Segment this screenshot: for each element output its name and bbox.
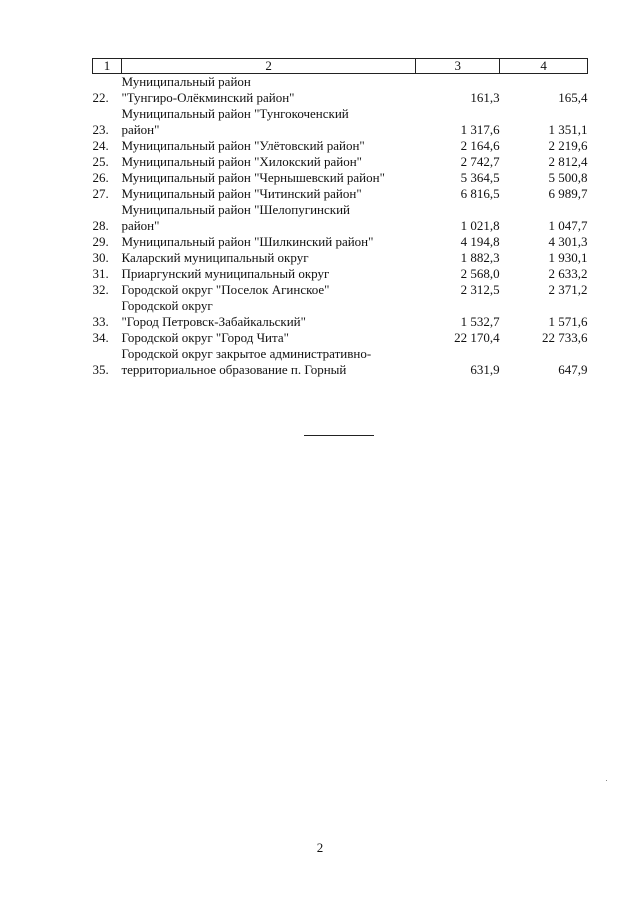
row-value-col-4: 2 812,4 <box>548 154 588 169</box>
row-name: Городской округ закрытое административно- территориальное образование п. Горный <box>121 346 372 377</box>
end-separator-line <box>304 435 374 436</box>
row-name: Муниципальный район "Тунгокоченский район" <box>121 106 349 137</box>
row-name: Муниципальный район "Улётовский район" <box>121 138 365 153</box>
row-name: Городской округ "Поселок Агинское" <box>121 282 330 297</box>
row-number: 33. <box>92 314 109 329</box>
table-row <box>93 186 588 202</box>
row-number: 24. <box>92 138 109 153</box>
row-name: Городской округ "Город Петровск-Забайкальский" <box>121 298 306 329</box>
row-number: 30. <box>92 250 109 265</box>
row-number: 34. <box>92 330 109 345</box>
scan-speck <box>606 780 607 781</box>
row-number: 26. <box>92 170 109 185</box>
row-number: 35. <box>92 362 109 377</box>
row-value-col-3: 1 882,3 <box>460 250 500 265</box>
table-row <box>93 266 588 282</box>
row-value-col-3: 1 021,8 <box>460 218 500 233</box>
budget-table <box>92 58 588 378</box>
row-number: 23. <box>92 122 109 137</box>
table-row <box>93 298 588 330</box>
row-value-col-4: 6 989,7 <box>548 186 588 201</box>
row-number: 28. <box>92 218 109 233</box>
table-row <box>93 250 588 266</box>
row-value-col-3: 2 742,7 <box>460 154 500 169</box>
header-col-1: 1 <box>93 59 122 74</box>
row-value-col-4: 1 571,6 <box>548 314 588 329</box>
row-value-col-3: 161,3 <box>470 90 500 105</box>
row-name: Городской округ "Город Чита" <box>121 330 289 345</box>
row-name: Муниципальный район "Хилокский район" <box>121 154 362 169</box>
row-value-col-3: 1 532,7 <box>460 314 500 329</box>
table-row <box>93 106 588 138</box>
row-value-col-3: 5 364,5 <box>460 170 500 185</box>
row-value-col-3: 4 194,8 <box>460 234 500 249</box>
row-value-col-3: 2 312,5 <box>460 282 500 297</box>
table-row <box>93 138 588 154</box>
row-value-col-3: 6 816,5 <box>460 186 500 201</box>
row-name: Каларский муниципальный округ <box>121 250 309 265</box>
header-col-3: 3 <box>416 59 500 74</box>
row-value-col-4: 1 351,1 <box>548 122 588 137</box>
table-header-row <box>93 59 588 74</box>
row-number: 22. <box>92 90 109 105</box>
row-value-col-4: 5 500,8 <box>548 170 588 185</box>
row-value-col-4: 22 733,6 <box>542 330 588 345</box>
row-value-col-3: 1 317,6 <box>460 122 500 137</box>
row-value-col-4: 165,4 <box>558 90 588 105</box>
row-value-col-4: 647,9 <box>558 362 588 377</box>
row-value-col-4: 1 047,7 <box>548 218 588 233</box>
page-number: 2 <box>316 840 324 855</box>
table-row <box>93 170 588 186</box>
row-number: 29. <box>92 234 109 249</box>
row-value-col-4: 4 301,3 <box>548 234 588 249</box>
row-value-col-4: 2 371,2 <box>548 282 588 297</box>
row-value-col-3: 2 568,0 <box>460 266 500 281</box>
row-number: 27. <box>92 186 109 201</box>
table-body <box>93 74 588 379</box>
row-name: Муниципальный район "Шелопугинский район" <box>121 202 350 233</box>
row-name: Муниципальный район "Тунгиро-Олёкминский район" <box>121 74 295 105</box>
row-value-col-3: 22 170,4 <box>454 330 500 345</box>
row-name: Приаргунский муниципальный округ <box>121 266 330 281</box>
table-row <box>93 282 588 298</box>
row-number: 31. <box>92 266 109 281</box>
row-value-col-3: 2 164,6 <box>460 138 500 153</box>
row-value-col-4: 2 633,2 <box>548 266 588 281</box>
row-name: Муниципальный район "Чернышевский район" <box>121 170 385 185</box>
row-number: 32. <box>92 282 109 297</box>
table-row <box>93 234 588 250</box>
row-name: Муниципальный район "Читинский район" <box>121 186 362 201</box>
header-col-2: 2 <box>121 59 415 74</box>
table-row <box>93 330 588 346</box>
row-value-col-4: 1 930,1 <box>548 250 588 265</box>
header-col-4: 4 <box>500 59 588 74</box>
row-number: 25. <box>92 154 109 169</box>
row-value-col-3: 631,9 <box>470 362 500 377</box>
table-row <box>93 154 588 170</box>
row-name: Муниципальный район "Шилкинский район" <box>121 234 374 249</box>
row-value-col-4: 2 219,6 <box>548 138 588 153</box>
table-row <box>93 346 588 378</box>
table-row <box>93 74 588 107</box>
table-row <box>93 202 588 234</box>
